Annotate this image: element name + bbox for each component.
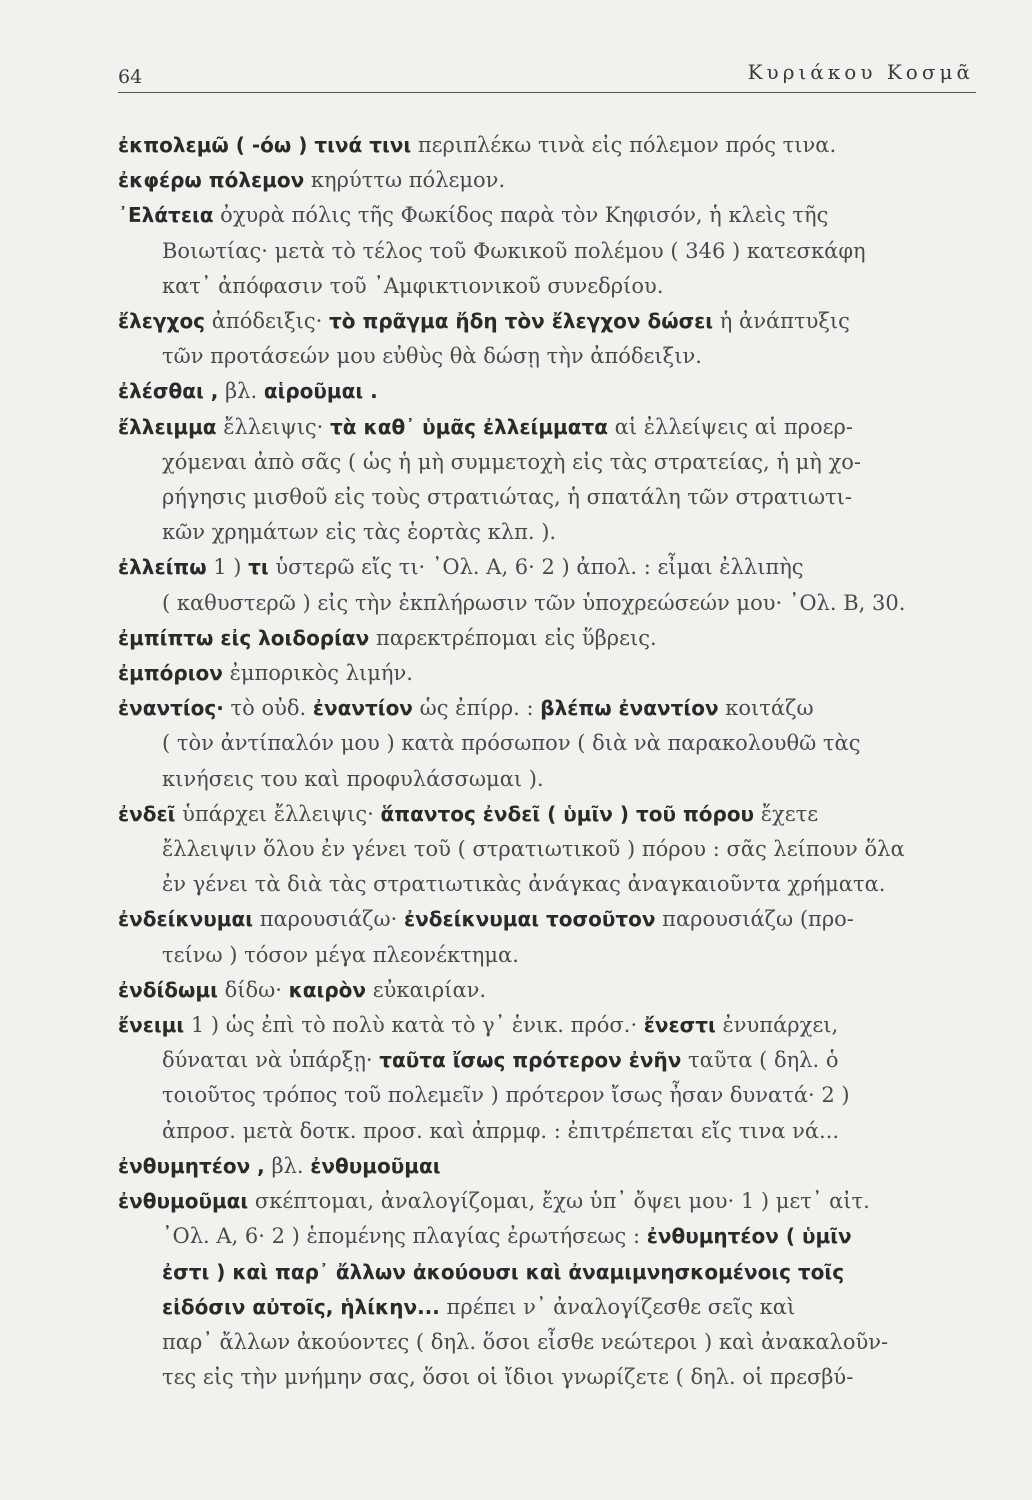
dictionary-entry <box>118 1149 978 1184</box>
dictionary-entry <box>118 374 978 409</box>
definition-text: ἔλλειψις· <box>216 414 331 439</box>
definition-text: ἀπροσ. μετὰ δοτκ. προσ. καὶ ἀπρμφ. : ἐπιτρέπεται εἴς τινα νά... <box>162 1118 840 1143</box>
entry-line <box>118 691 978 726</box>
bold-term: ἔνειμι <box>118 1013 185 1038</box>
entry-line <box>118 445 978 480</box>
entry-line <box>118 832 978 867</box>
bold-term: καιρὸν <box>288 977 367 1002</box>
definition-text: βλ. <box>264 1153 311 1178</box>
entry-line <box>118 1360 978 1395</box>
entry-line <box>118 410 978 445</box>
definition-text: παρουσιάζω· <box>253 907 405 932</box>
entry-line <box>118 1290 978 1325</box>
definition-text: ἐν γένει τὰ διὰ τὰς στρατιωτικὰς ἀνάγκας ἀναγκαιοῦντα χρήματα. <box>162 872 886 897</box>
definition-text: κῶν χρημάτων εἰς τὰς ἑορτὰς κλπ. ). <box>162 520 557 545</box>
bold-term: ἐστι ) καὶ παρ᾽ ἄλλων ἀκούουσι καὶ ἀναμιμνησκομένοις τοῖς <box>162 1259 845 1284</box>
definition-text: δύναται νὰ ὑπάρξῃ· <box>162 1048 380 1073</box>
definition-text: τοιοῦτος τρόπος τοῦ πολεμεῖν ) πρότερον ἴσως ἦσαν δυνατά· 2 ) <box>162 1083 850 1108</box>
definition-text: ἡ ἀνάπτυξις <box>713 309 850 334</box>
bold-term: ἐλλείπω <box>118 555 207 580</box>
entry-line <box>118 234 978 269</box>
definition-text: ἔλλειψιν ὅλου ἐν γένει τοῦ ( στρατιωτικοῦ ) πόρου : σᾶς λείπουν ὅλα <box>162 837 905 862</box>
dictionary-entry <box>118 797 978 903</box>
definition-text: παρ᾽ ἄλλων ἀκούοντες ( δηλ. ὅσοι εἶσθε νεώτεροι ) καὶ ἀνακαλοῦν- <box>162 1329 889 1354</box>
definition-text: ρήγησις μισθοῦ εἰς τοὺς στρατιώτας, ἡ σπατάλη τῶν στρατιωτι- <box>162 485 852 510</box>
definition-text: παρεκτρέπομαι εἰς ὕβρεις. <box>369 625 657 650</box>
definition-text: κοιτάζω <box>718 696 814 721</box>
definition-text: πρέπει ν᾽ ἀναλογίζεσθε σεῖς καὶ <box>439 1294 796 1319</box>
dictionary-entry <box>118 691 978 797</box>
entry-line <box>118 762 978 797</box>
definition-text: ( καθυστερῶ ) εἰς τὴν ἐκπλήρωσιν τῶν ὑποχρεώσεών μου· ᾿Ολ. Β, 30. <box>162 590 906 615</box>
definition-text: κατ᾽ ἀπόφασιν τοῦ ᾿Αμφικτιονικοῦ συνεδρίου. <box>162 273 664 298</box>
entry-line <box>118 1255 978 1290</box>
bold-term: ταῦτα ἴσως πρότερον ἐνῆν <box>379 1048 682 1073</box>
entry-line <box>118 198 978 233</box>
bold-term: τὰ καθ᾽ ὑμᾶς ἐλλείμματα <box>330 414 608 439</box>
entry-line <box>118 128 978 163</box>
bold-term: ἐνθυμητέον ( ὑμῖν <box>646 1224 852 1249</box>
definition-text: κινήσεις του καὶ προφυλάσσωμαι ). <box>162 766 544 791</box>
entry-line <box>118 269 978 304</box>
definition-text: ἐμπορικὸς λιμήν. <box>222 661 413 686</box>
bold-term: ἅπαντος ἐνδεῖ ( ὑμῖν ) τοῦ πόρου <box>380 801 755 826</box>
entry-line <box>118 938 978 973</box>
dictionary-entry <box>118 304 978 374</box>
definition-text: ἐνυπάρχει, <box>715 1013 839 1038</box>
definition-text: τῶν προτάσεών μου εὐθὺς θὰ δώσῃ τὴν ἀπόδειξιν. <box>162 344 702 369</box>
entry-line <box>118 1008 978 1043</box>
definition-text: παρουσιάζω (προ- <box>655 907 854 932</box>
entry-line <box>118 1078 978 1113</box>
dictionary-entry <box>118 1008 978 1149</box>
bold-term: ἐμπόριον <box>118 661 223 686</box>
entry-line <box>118 656 978 691</box>
dictionary-entry <box>118 973 978 1008</box>
definition-text: ταῦτα ( δηλ. ὁ <box>681 1048 839 1073</box>
entry-line <box>118 621 978 656</box>
bold-term: ἐνθυμοῦμαι <box>310 1153 441 1178</box>
bold-term: ἐκφέρω πόλεμον <box>118 168 305 193</box>
definition-text: ( τὸν ἀντίπαλόν μου ) κατὰ πρόσωπον ( διὰ νὰ παρακολουθῶ τὰς <box>162 731 861 756</box>
bold-term: ἐνθυμητέον , <box>118 1153 265 1178</box>
definition-text: βλ. <box>218 379 264 404</box>
definition-text: σκέπτομαι, ἀναλογίζομαι, ἔχω ὑπ᾽ ὄψει μου· 1 ) μετ᾽ αἰτ. <box>248 1189 870 1214</box>
bold-term: εἰδόσιν αὐτοῖς, ἡλίκην... <box>162 1294 440 1319</box>
page-number: 64 <box>118 66 143 88</box>
definition-text: ὑστερῶ εἴς τι· ᾿Ολ. Α, 6· 2 ) ἀπολ. : εἶμαι ἐλλιπὴς <box>268 555 804 580</box>
entry-line <box>118 304 978 339</box>
dictionary-entry <box>118 128 978 163</box>
running-head: Κυριάκου Κοσμᾶ <box>747 60 974 84</box>
bold-term: ἐλέσθαι , <box>118 379 219 404</box>
definition-text: τείνω ) τόσον μέγα πλεονέκτημα. <box>162 942 519 967</box>
entry-line <box>118 586 978 621</box>
bold-term: αἱροῦμαι . <box>263 379 378 404</box>
entry-line <box>118 515 978 550</box>
bold-term: ἐνθυμοῦμαι <box>118 1189 249 1214</box>
entry-line <box>118 902 978 937</box>
bold-term: ἐκπολεμῶ ( -όω ) τινά τινι <box>118 133 412 157</box>
dictionary-entry <box>118 621 978 656</box>
entry-line <box>118 797 978 832</box>
definition-text: αἱ ἐλλείψεις αἱ προερ- <box>608 414 853 439</box>
entry-line <box>118 726 978 761</box>
bold-term: τὸ πρᾶγμα ἤδη τὸν ἔλεγχον δώσει <box>329 309 714 334</box>
definition-text: εὐκαιρίαν. <box>366 977 487 1002</box>
definition-text: Βοιωτίας· μετὰ τὸ τέλος τοῦ Φωκικοῦ πολέμου ( 346 ) κατεσκάφη <box>162 238 866 263</box>
entry-line <box>118 163 978 198</box>
entry-line <box>118 1184 978 1219</box>
bold-term: βλέπω ἐναντίον <box>540 696 719 721</box>
entry-line <box>118 339 978 374</box>
page-header <box>118 52 976 93</box>
entry-line <box>118 867 978 902</box>
definition-text: ἀπόδειξις· <box>205 309 330 334</box>
dictionary-body <box>118 128 978 1395</box>
bold-term: ἐνδείκνυμαι τοσοῦτον <box>404 907 656 932</box>
bold-term: ἔλεγχος <box>118 309 206 334</box>
entry-line <box>118 1149 978 1184</box>
bold-term: ἐμπίπτω εἰς λοιδορίαν <box>118 625 370 650</box>
definition-text: τες εἰς τὴν μνήμην σας, ὅσοι οἱ ἴδιοι γνωρίζετε ( δηλ. οἱ πρεσβύ- <box>162 1365 854 1390</box>
bold-term: ἐναντίος· <box>118 696 224 721</box>
definition-text: περιπλέκω τινὰ εἰς πόλεμον πρός τινα. <box>411 133 837 157</box>
definition-text: ᾿Ολ. Α, 6· 2 ) ἑπομένης πλαγίας ἐρωτήσεως : <box>162 1224 647 1249</box>
definition-text: ὑπάρχει ἔλλειψις· <box>175 801 381 826</box>
dictionary-entry <box>118 198 978 304</box>
definition-text: χόμεναι ἀπὸ σᾶς ( ὡς ἡ μὴ συμμετοχὴ εἰς τὰς στρατείας, ἡ μὴ χο- <box>162 449 862 474</box>
bold-term: ἐνδεῖ <box>118 801 176 826</box>
entry-line <box>118 1325 978 1360</box>
definition-text: ὀχυρὰ πόλις τῆς Φωκίδος παρὰ τὸν Κηφισόν, ἡ κλεὶς τῆς <box>213 203 829 228</box>
definition-text: τὸ οὐδ. <box>223 696 313 721</box>
definition-text: 1 ) <box>206 555 249 580</box>
entry-line <box>118 1043 978 1078</box>
bold-term: ἐνδίδωμι <box>118 977 218 1002</box>
dictionary-entry <box>118 163 978 198</box>
dictionary-entry <box>118 410 978 551</box>
entry-line <box>118 1219 978 1254</box>
entry-line <box>118 550 978 585</box>
bold-term: τι <box>248 555 269 580</box>
entry-line <box>118 374 978 409</box>
bold-term: ἔνεστι <box>643 1013 716 1038</box>
entry-line <box>118 480 978 515</box>
dictionary-entry <box>118 1184 978 1395</box>
entry-line <box>118 1114 978 1149</box>
definition-text: δίδω· <box>217 977 289 1002</box>
entry-line <box>118 973 978 1008</box>
dictionary-entry <box>118 902 978 972</box>
bold-term: ἐναντίον <box>312 696 413 721</box>
definition-text: κηρύττω πόλεμον. <box>304 168 506 193</box>
dictionary-entry <box>118 656 978 691</box>
definition-text: 1 ) ὡς ἐπὶ τὸ πολὺ κατὰ τὸ γ᾽ ἑνικ. πρόσ.· <box>184 1013 644 1038</box>
bold-term: ᾿Ελάτεια <box>118 203 214 228</box>
definition-text: ὡς ἐπίρρ. : <box>412 696 541 721</box>
definition-text: ἔχετε <box>754 801 819 826</box>
dictionary-entry <box>118 550 978 620</box>
bold-term: ἐνδείκνυμαι <box>118 907 254 932</box>
bold-term: ἔλλειμμα <box>118 414 217 439</box>
